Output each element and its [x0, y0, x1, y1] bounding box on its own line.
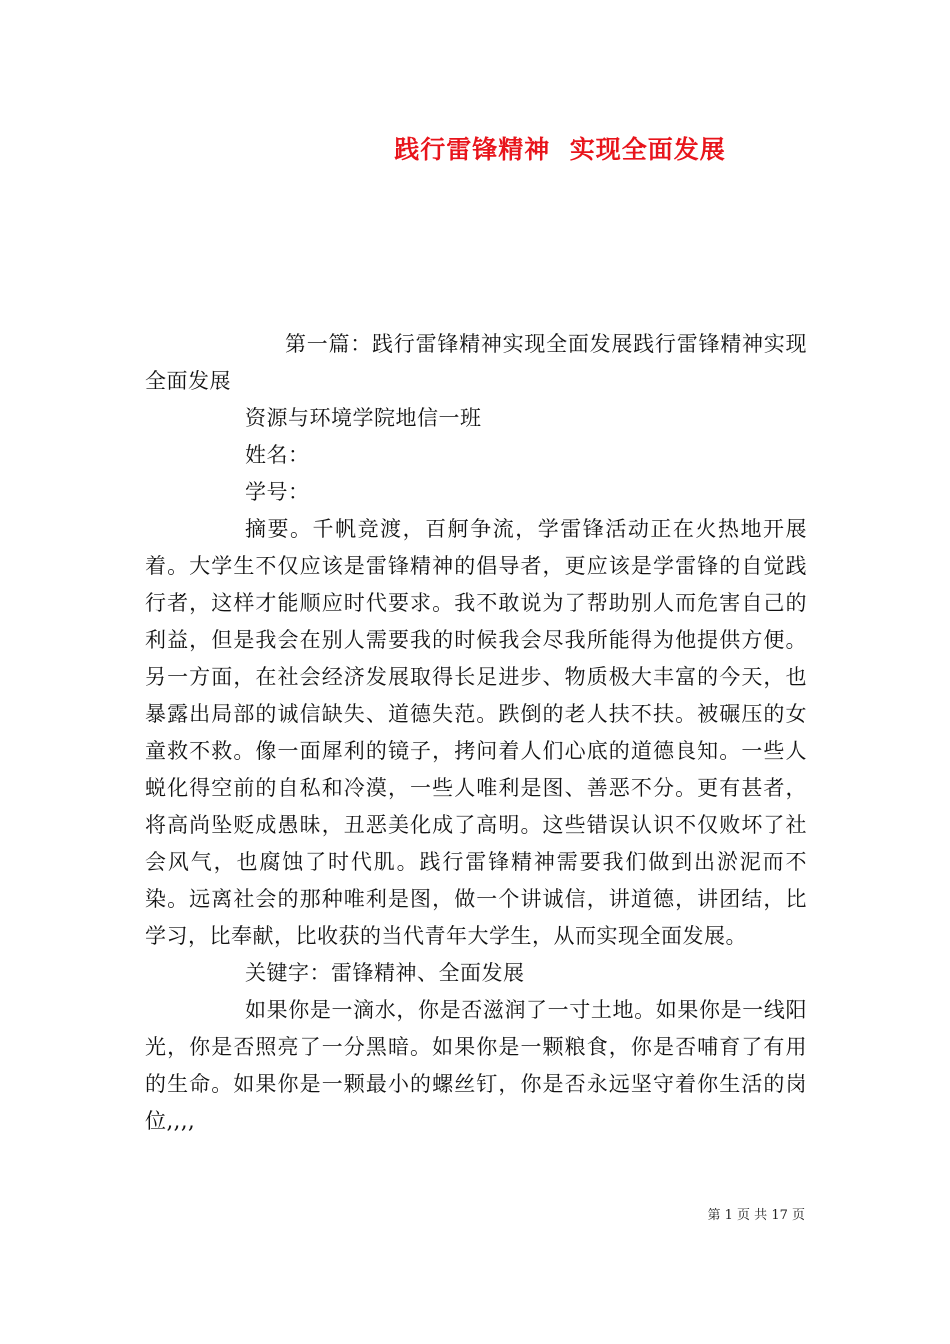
body-paragraph: 如果你是一滴水，你是否滋润了一寸土地。如果你是一线阳光，你是否照亮了一分黑暗。如果你是一颗粮食，你是否哺育了有用的生命。如果你是一颗最小的螺丝钉，你是否永远坚守着你生活的岗位,,,,	[145, 998, 807, 1133]
section-heading: 第一篇：践行雷锋精神实现全面发展践行雷锋精神实现全面发展	[145, 332, 807, 393]
abstract-paragraph: 摘要。千帆竞渡，百舸争流，学雷锋活动正在火热地开展着。大学生不仅应该是雷锋精神的倡导者，更应该是学雷锋的自觉践行者，这样才能顺应时代要求。我不敢说为了帮助别人而危害自己的利益，但是我会在别人需要我的时候我会尽我所能得为他提供方便。另一方面，在社会经济发展取得长足进步、物质极大丰富的今天，也暴露出局部的诚信缺失、道德失范。跌倒的老人扶不扶。被碾压的女童救不救。像一面犀利的镜子，拷问着人们心底的道德良知。一些人蜕化得空前的自私和冷漠，一些人唯利是图、善恶不分。更有甚者，将高尚坠贬成愚昧，丑恶美化成了高明。这些错误认识不仅败坏了社会风气，也腐蚀了时代肌。践行雷锋精神需要我们做到出淤泥而不染。远离社会的那种唯利是图，做一个讲诚信，讲道德，讲团结，比学习，比奉献，比收获的当代青年大学生，从而实现全面发展。	[145, 517, 807, 948]
document-title: 践行雷锋精神 实现全面发展	[394, 135, 726, 164]
name-label: 姓名：	[245, 443, 310, 467]
document-body	[145, 326, 807, 1140]
student-id-label: 学号：	[245, 480, 310, 504]
keywords-line: 关键字：雷锋精神、全面发展	[245, 961, 525, 985]
department-line: 资源与环境学院地信一班	[245, 406, 482, 430]
page-number-footer: 第 1 页 共 17 页	[707, 1208, 805, 1223]
